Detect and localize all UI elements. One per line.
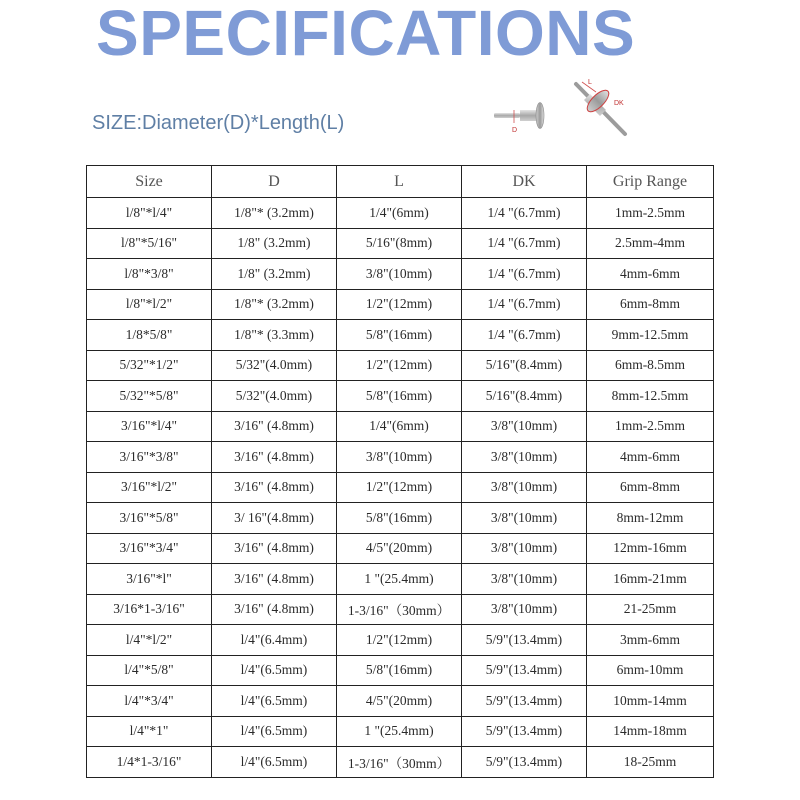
cell-dk: 1/4 "(6.7mm)	[462, 228, 587, 259]
cell-size: l/4"*1"	[87, 716, 212, 747]
cell-size: 1/8*5/8"	[87, 320, 212, 351]
cell-dk: 3/8"(10mm)	[462, 594, 587, 625]
cell-size: l/4"*5/8"	[87, 655, 212, 686]
table-body	[87, 198, 714, 778]
header-d: D	[212, 166, 337, 198]
cell-dk: 5/9"(13.4mm)	[462, 625, 587, 656]
cell-d: 3/ 16"(4.8mm)	[212, 503, 337, 534]
cell-d: 1/8" (3.2mm)	[212, 228, 337, 259]
cell-l: 1-3/16"（30mm）	[337, 594, 462, 625]
cell-l: 3/8"(10mm)	[337, 259, 462, 290]
diagram-label-dk: DK	[614, 100, 624, 107]
cell-l: 5/8"(16mm)	[337, 655, 462, 686]
cell-size: 3/16"*3/8"	[87, 442, 212, 473]
table-row	[87, 442, 714, 473]
cell-l: 5/8"(16mm)	[337, 503, 462, 534]
cell-size: l/4"*3/4"	[87, 686, 212, 717]
table-header-row	[87, 166, 714, 198]
cell-l: 3/8"(10mm)	[337, 442, 462, 473]
cell-size: 3/16*1-3/16"	[87, 594, 212, 625]
size-subtitle: SIZE:Diameter(D)*Length(L)	[92, 112, 345, 134]
table-row	[87, 655, 714, 686]
cell-l: 1/2"(12mm)	[337, 289, 462, 320]
cell-l: 4/5"(20mm)	[337, 533, 462, 564]
table-row	[87, 533, 714, 564]
cell-dk: 1/4 "(6.7mm)	[462, 320, 587, 351]
cell-dk: 1/4 "(6.7mm)	[462, 198, 587, 229]
diagram-label-l: L	[588, 79, 592, 86]
cell-d: 5/32"(4.0mm)	[212, 381, 337, 412]
cell-l: 1/2"(12mm)	[337, 350, 462, 381]
cell-d: l/4"(6.5mm)	[212, 716, 337, 747]
cell-l: 5/8"(16mm)	[337, 320, 462, 351]
cell-d: 5/32"(4.0mm)	[212, 350, 337, 381]
cell-grip-range: 21-25mm	[587, 594, 714, 625]
cell-grip-range: 8mm-12mm	[587, 503, 714, 534]
header-size: Size	[87, 166, 212, 198]
table-row	[87, 594, 714, 625]
cell-grip-range: 9mm-12.5mm	[587, 320, 714, 351]
cell-l: 5/16"(8mm)	[337, 228, 462, 259]
cell-l: 1/4"(6mm)	[337, 198, 462, 229]
cell-size: 3/16"*l/2"	[87, 472, 212, 503]
cell-d: 3/16" (4.8mm)	[212, 594, 337, 625]
cell-l: 1/2"(12mm)	[337, 625, 462, 656]
header-grip-range: Grip Range	[587, 166, 714, 198]
cell-d: 1/8" (3.2mm)	[212, 259, 337, 290]
cell-size: 3/16"*l"	[87, 564, 212, 595]
cell-d: l/4"(6.5mm)	[212, 655, 337, 686]
cell-dk: 1/4 "(6.7mm)	[462, 259, 587, 290]
cell-size: 3/16"*l/4"	[87, 411, 212, 442]
cell-grip-range: 4mm-6mm	[587, 442, 714, 473]
header-dk: DK	[462, 166, 587, 198]
cell-grip-range: 4mm-6mm	[587, 259, 714, 290]
table-row	[87, 350, 714, 381]
cell-d: 3/16" (4.8mm)	[212, 533, 337, 564]
table-row	[87, 747, 714, 778]
rivet-angled-view	[576, 79, 625, 134]
cell-d: 3/16" (4.8mm)	[212, 472, 337, 503]
cell-grip-range: 2.5mm-4mm	[587, 228, 714, 259]
cell-l: 1/2"(12mm)	[337, 472, 462, 503]
header-l: L	[337, 166, 462, 198]
cell-dk: 5/9"(13.4mm)	[462, 686, 587, 717]
table-row	[87, 259, 714, 290]
table-row	[87, 716, 714, 747]
cell-dk: 5/9"(13.4mm)	[462, 655, 587, 686]
table-row	[87, 289, 714, 320]
specification-table	[86, 165, 714, 778]
table-row	[87, 381, 714, 412]
cell-d: 1/8"* (3.2mm)	[212, 289, 337, 320]
cell-d: 3/16" (4.8mm)	[212, 411, 337, 442]
cell-l: 4/5"(20mm)	[337, 686, 462, 717]
table-row	[87, 503, 714, 534]
cell-grip-range: 14mm-18mm	[587, 716, 714, 747]
cell-size: 3/16"*5/8"	[87, 503, 212, 534]
table-row	[87, 320, 714, 351]
cell-d: l/4"(6.5mm)	[212, 747, 337, 778]
table-row	[87, 564, 714, 595]
cell-grip-range: 10mm-14mm	[587, 686, 714, 717]
cell-size: l/8"*l/2"	[87, 289, 212, 320]
cell-grip-range: 8mm-12.5mm	[587, 381, 714, 412]
cell-size: 5/32"*1/2"	[87, 350, 212, 381]
cell-grip-range: 18-25mm	[587, 747, 714, 778]
cell-size: 3/16"*3/4"	[87, 533, 212, 564]
cell-d: 1/8"* (3.3mm)	[212, 320, 337, 351]
page-title: SPECIFICATIONS	[96, 0, 636, 69]
rivet-side-view	[494, 103, 544, 135]
cell-size: l/8"*l/4"	[87, 198, 212, 229]
cell-l: 5/8"(16mm)	[337, 381, 462, 412]
cell-size: l/8"*3/8"	[87, 259, 212, 290]
cell-grip-range: 16mm-21mm	[587, 564, 714, 595]
rivet-diagram	[492, 76, 652, 142]
cell-grip-range: 6mm-8.5mm	[587, 350, 714, 381]
cell-grip-range: 3mm-6mm	[587, 625, 714, 656]
cell-dk: 3/8"(10mm)	[462, 533, 587, 564]
cell-dk: 5/16"(8.4mm)	[462, 381, 587, 412]
cell-dk: 1/4 "(6.7mm)	[462, 289, 587, 320]
cell-dk: 3/8"(10mm)	[462, 564, 587, 595]
cell-l: 1 "(25.4mm)	[337, 564, 462, 595]
cell-l: 1 "(25.4mm)	[337, 716, 462, 747]
table-row	[87, 228, 714, 259]
cell-grip-range: 6mm-8mm	[587, 289, 714, 320]
cell-d: 3/16" (4.8mm)	[212, 442, 337, 473]
table-row	[87, 411, 714, 442]
cell-grip-range: 6mm-10mm	[587, 655, 714, 686]
table-row	[87, 198, 714, 229]
table-row	[87, 472, 714, 503]
cell-grip-range: 1mm-2.5mm	[587, 198, 714, 229]
cell-size: 5/32"*5/8"	[87, 381, 212, 412]
cell-dk: 5/9"(13.4mm)	[462, 716, 587, 747]
cell-size: 1/4*1-3/16"	[87, 747, 212, 778]
cell-grip-range: 1mm-2.5mm	[587, 411, 714, 442]
cell-dk: 3/8"(10mm)	[462, 442, 587, 473]
cell-size: l/8"*5/16"	[87, 228, 212, 259]
cell-d: l/4"(6.5mm)	[212, 686, 337, 717]
cell-d: 1/8"* (3.2mm)	[212, 198, 337, 229]
cell-l: 1/4"(6mm)	[337, 411, 462, 442]
cell-grip-range: 12mm-16mm	[587, 533, 714, 564]
cell-dk: 3/8"(10mm)	[462, 472, 587, 503]
cell-grip-range: 6mm-8mm	[587, 472, 714, 503]
cell-size: l/4"*l/2"	[87, 625, 212, 656]
cell-d: l/4"(6.4mm)	[212, 625, 337, 656]
cell-dk: 3/8"(10mm)	[462, 411, 587, 442]
cell-l: 1-3/16"（30mm）	[337, 747, 462, 778]
cell-dk: 3/8"(10mm)	[462, 503, 587, 534]
table-row	[87, 625, 714, 656]
table-row	[87, 686, 714, 717]
cell-dk: 5/16"(8.4mm)	[462, 350, 587, 381]
cell-d: 3/16" (4.8mm)	[212, 564, 337, 595]
cell-dk: 5/9"(13.4mm)	[462, 747, 587, 778]
diagram-label-d: D	[512, 127, 518, 134]
